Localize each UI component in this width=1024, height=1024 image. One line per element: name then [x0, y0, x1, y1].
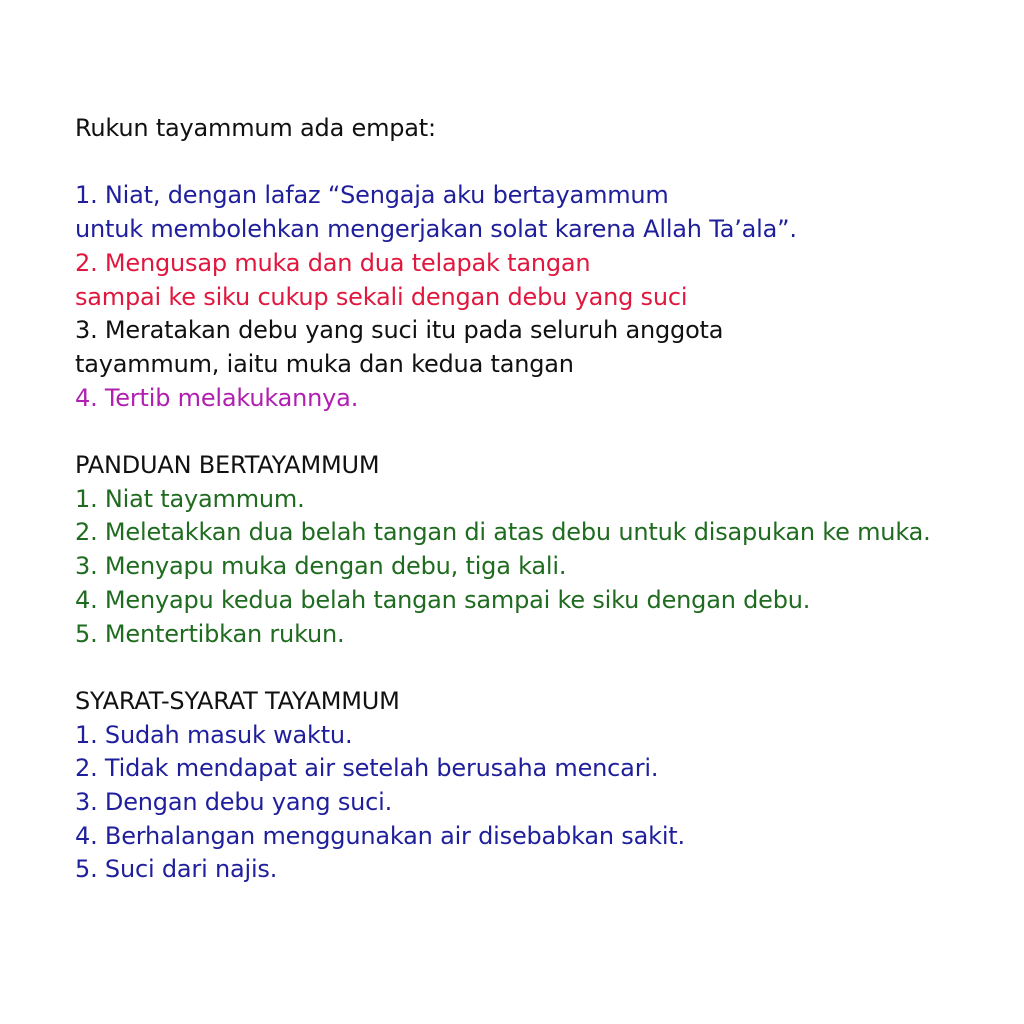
rukun-item-1-line-1: 1. Niat, dengan lafaz “Sengaja aku bertayammum [75, 181, 669, 210]
spacer [75, 651, 1015, 685]
panduan-item: 2. Meletakkan dua belah tangan di atas debu untuk disapukan ke muka. [75, 518, 931, 547]
rukun-item-2-line-1: 2. Mengusap muka dan dua telapak tangan [75, 248, 591, 277]
spacer [75, 415, 1015, 449]
rukun-item-1-line-2: untuk membolehkan mengerjakan solat karena Allah Ta’ala”. [75, 215, 797, 244]
panduan-item: 5. Mentertibkan rukun. [75, 619, 345, 648]
panduan-heading: PANDUAN BERTAYAMMUM [75, 451, 380, 479]
syarat-item: 1. Sudah masuk waktu. [75, 720, 353, 749]
rukun-item-3-line-2: tayammum, iaitu muka dan kedua tangan [75, 349, 574, 378]
syarat-item: 2. Tidak mendapat air setelah berusaha mencari. [75, 754, 659, 783]
syarat-section [75, 685, 1015, 887]
rukun-item-3-line-1: 3. Meratakan debu yang suci itu pada seluruh anggota [75, 316, 724, 345]
spacer [75, 146, 1015, 180]
panduan-section [75, 449, 1015, 651]
panduan-item: 4. Menyapu kedua belah tangan sampai ke siku dengan debu. [75, 585, 811, 614]
rukun-section [75, 112, 1015, 415]
rukun-item-4-line-1: 4. Tertib melakukannya. [75, 383, 359, 412]
syarat-item: 3. Dengan debu yang suci. [75, 788, 393, 817]
panduan-item: 1. Niat tayammum. [75, 484, 305, 513]
document-body [75, 112, 1015, 887]
rukun-item-2-line-2: sampai ke siku cukup sekali dengan debu yang suci [75, 282, 688, 311]
panduan-item: 3. Menyapu muka dengan debu, tiga kali. [75, 552, 567, 581]
syarat-item: 4. Berhalangan menggunakan air disebabkan sakit. [75, 821, 685, 850]
syarat-item: 5. Suci dari najis. [75, 855, 278, 884]
rukun-heading: Rukun tayammum ada empat: [75, 114, 436, 142]
syarat-heading: SYARAT-SYARAT TAYAMMUM [75, 686, 400, 715]
